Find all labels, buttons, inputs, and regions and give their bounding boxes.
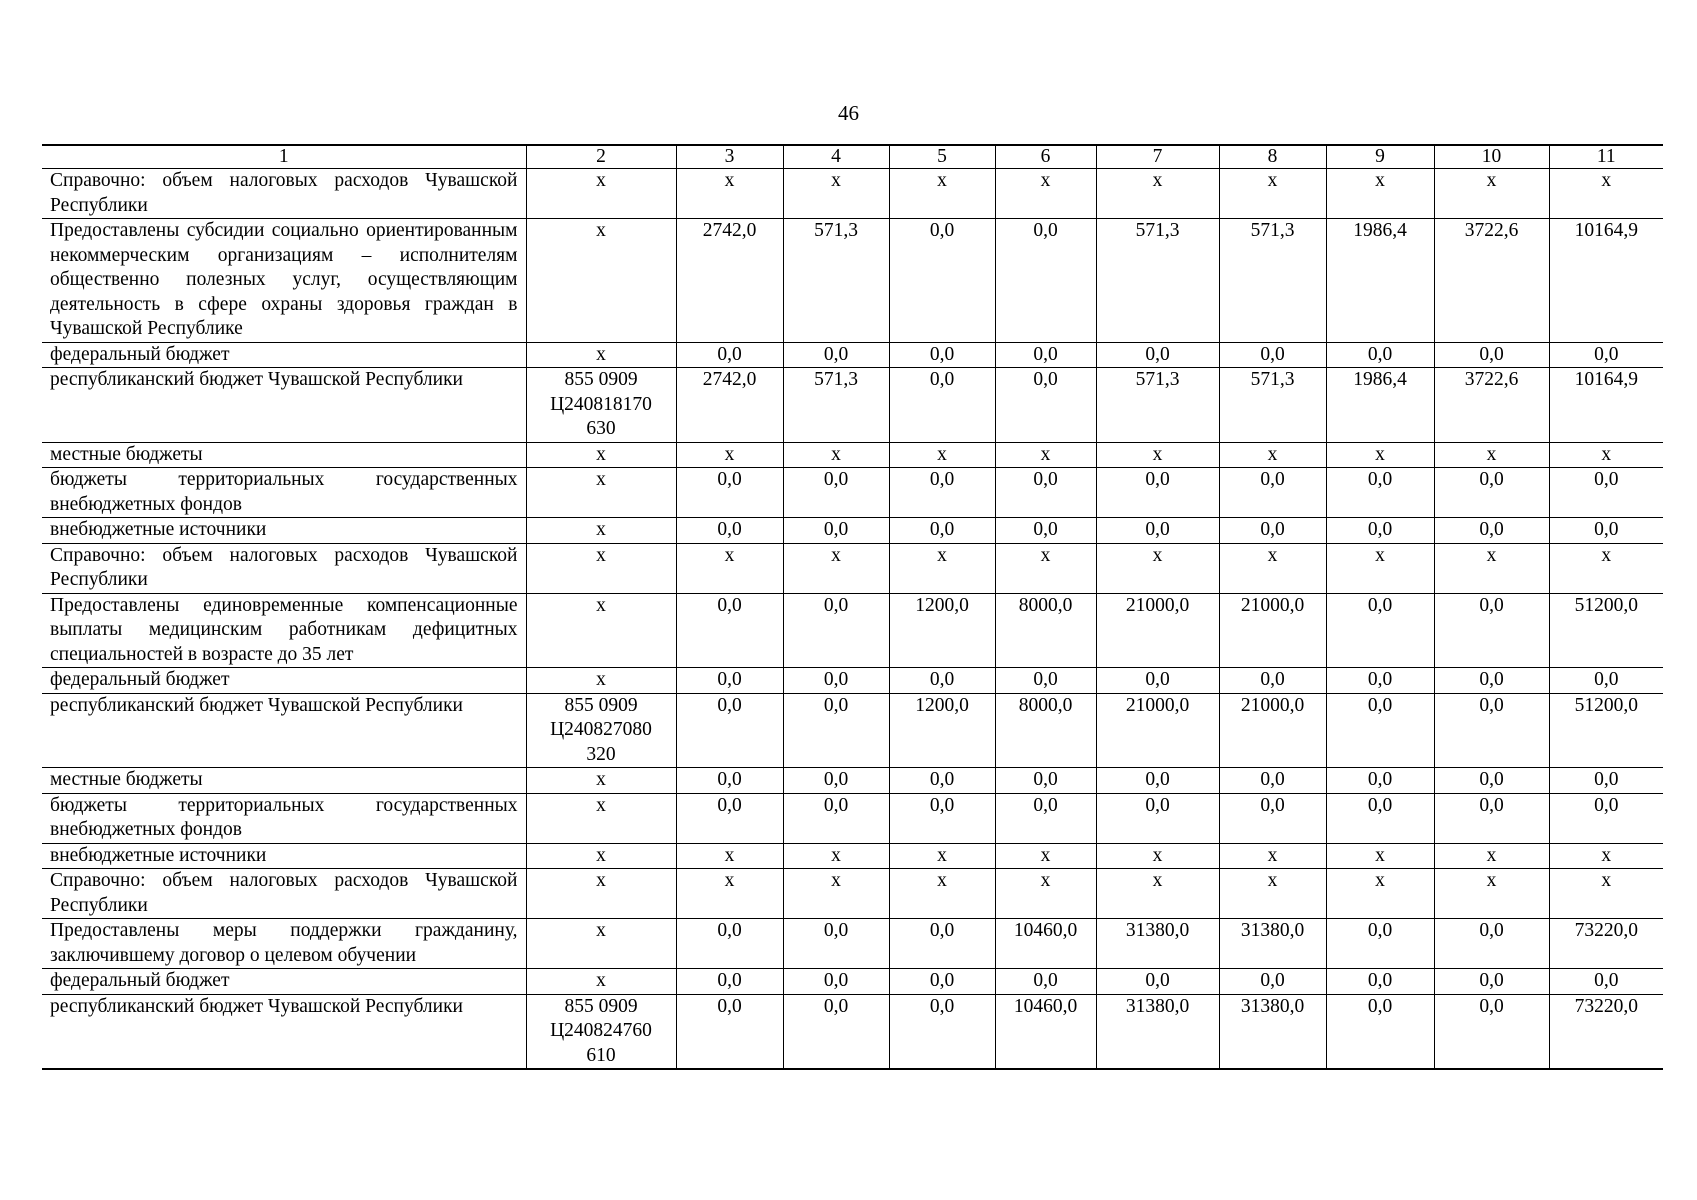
- budget-code: [526, 442, 676, 468]
- row-label: республиканский бюджет Чувашской Республики: [42, 368, 526, 443]
- value-cell: х: [676, 543, 783, 593]
- value-cell: 0,0: [1434, 969, 1549, 995]
- value-cell: 0,0: [1219, 342, 1326, 368]
- value-cell: 0,0: [783, 994, 889, 1069]
- value-cell: 0,0: [889, 668, 995, 694]
- budget-code-line: Ц240824760: [550, 1020, 652, 1041]
- budget-code: [526, 543, 676, 593]
- value-cell: 21000,0: [1096, 693, 1219, 768]
- value-cell: 0,0: [676, 768, 783, 794]
- value-cell: 1200,0: [889, 693, 995, 768]
- value-cell: 571,3: [783, 219, 889, 343]
- budget-code-line: х: [596, 769, 606, 790]
- budget-code: [526, 994, 676, 1069]
- table-row: [42, 169, 1663, 219]
- budget-code: [526, 668, 676, 694]
- value-cell: х: [676, 843, 783, 869]
- value-cell: 0,0: [1549, 793, 1663, 843]
- budget-code-line: х: [596, 544, 606, 566]
- value-cell: х: [783, 543, 889, 593]
- column-header: 11: [1549, 145, 1663, 169]
- row-label: федеральный бюджет: [42, 668, 526, 694]
- value-cell: 0,0: [995, 342, 1096, 368]
- row-label: Справочно: объем налоговых расходов Чувашской Республики: [42, 869, 526, 919]
- value-cell: 0,0: [783, 342, 889, 368]
- budget-code-line: 855 0909: [564, 995, 638, 1017]
- value-cell: 0,0: [995, 768, 1096, 794]
- value-cell: 0,0: [1219, 969, 1326, 995]
- budget-code-line: х: [596, 844, 606, 866]
- value-cell: 0,0: [1549, 969, 1663, 995]
- budget-code: [526, 969, 676, 995]
- value-cell: 1986,4: [1326, 368, 1434, 443]
- value-cell: х: [1326, 869, 1434, 919]
- value-cell: х: [1219, 442, 1326, 468]
- page-number: 46: [838, 101, 859, 125]
- value-cell: 0,0: [889, 468, 995, 518]
- table-row: [42, 543, 1663, 593]
- value-cell: 0,0: [995, 468, 1096, 518]
- value-cell: 0,0: [783, 793, 889, 843]
- value-cell: 10164,9: [1549, 368, 1663, 443]
- value-cell: 0,0: [1549, 468, 1663, 518]
- value-cell: 0,0: [1549, 668, 1663, 694]
- value-cell: 0,0: [1096, 793, 1219, 843]
- budget-code-line: х: [596, 970, 606, 991]
- value-cell: 0,0: [995, 668, 1096, 694]
- value-cell: 0,0: [1326, 994, 1434, 1069]
- value-cell: 0,0: [1434, 768, 1549, 794]
- table-row: [42, 593, 1663, 668]
- value-cell: 31380,0: [1219, 919, 1326, 969]
- row-label: внебюджетные источники: [42, 518, 526, 544]
- value-cell: 21000,0: [1219, 693, 1326, 768]
- column-header: 9: [1326, 145, 1434, 169]
- value-cell: 0,0: [1326, 342, 1434, 368]
- value-cell: х: [1326, 442, 1434, 468]
- value-cell: х: [1219, 543, 1326, 593]
- value-cell: 0,0: [889, 919, 995, 969]
- row-label: Справочно: объем налоговых расходов Чувашской Республики: [42, 543, 526, 593]
- value-cell: 0,0: [995, 969, 1096, 995]
- value-cell: 0,0: [676, 969, 783, 995]
- value-cell: 0,0: [995, 518, 1096, 544]
- value-cell: х: [783, 843, 889, 869]
- value-cell: 21000,0: [1096, 593, 1219, 668]
- budget-code-line: х: [596, 343, 606, 365]
- budget-code-line: Ц240818170: [550, 393, 652, 415]
- value-cell: х: [1219, 169, 1326, 219]
- row-label: внебюджетные источники: [42, 843, 526, 869]
- value-cell: х: [1219, 843, 1326, 869]
- budget-code-line: 855 0909: [564, 369, 638, 390]
- column-header: 4: [783, 145, 889, 169]
- value-cell: х: [995, 169, 1096, 219]
- row-label: Предоставлены субсидии социально ориентированным некоммерческим организациям – исполнителям общественно полезных услуг, осуществляющим деятельность в сфере охраны здоровья граждан в Чувашской Республике: [42, 219, 526, 343]
- budget-code: [526, 843, 676, 869]
- table-row: [42, 793, 1663, 843]
- value-cell: 0,0: [889, 793, 995, 843]
- value-cell: 0,0: [1096, 518, 1219, 544]
- value-cell: х: [676, 169, 783, 219]
- value-cell: 0,0: [1549, 342, 1663, 368]
- value-cell: х: [1434, 869, 1549, 919]
- budget-code-line: х: [596, 794, 606, 816]
- budget-code-line: х: [596, 920, 606, 941]
- value-cell: 0,0: [995, 219, 1096, 343]
- value-cell: х: [995, 543, 1096, 593]
- value-cell: 0,0: [1326, 969, 1434, 995]
- value-cell: х: [1434, 843, 1549, 869]
- budget-code: [526, 919, 676, 969]
- row-label: федеральный бюджет: [42, 342, 526, 368]
- value-cell: 0,0: [676, 593, 783, 668]
- value-cell: 1986,4: [1326, 219, 1434, 343]
- table-row: [42, 994, 1663, 1069]
- value-cell: 0,0: [889, 994, 995, 1069]
- value-cell: 0,0: [1219, 518, 1326, 544]
- value-cell: 0,0: [676, 668, 783, 694]
- value-cell: 0,0: [1326, 593, 1434, 668]
- budget-code-line: х: [596, 170, 606, 191]
- value-cell: 0,0: [1326, 919, 1434, 969]
- value-cell: 0,0: [676, 342, 783, 368]
- value-cell: х: [783, 869, 889, 919]
- value-cell: х: [783, 442, 889, 468]
- value-cell: 31380,0: [1096, 919, 1219, 969]
- value-cell: 0,0: [1326, 668, 1434, 694]
- budget-code: [526, 793, 676, 843]
- value-cell: х: [889, 843, 995, 869]
- budget-code: [526, 368, 676, 443]
- value-cell: х: [889, 869, 995, 919]
- budget-table: [42, 144, 1663, 1070]
- value-cell: 0,0: [1326, 468, 1434, 518]
- value-cell: х: [1549, 543, 1663, 593]
- table-row: [42, 442, 1663, 468]
- value-cell: 0,0: [783, 969, 889, 995]
- table-row: [42, 768, 1663, 794]
- value-cell: 571,3: [1219, 219, 1326, 343]
- value-cell: 0,0: [783, 518, 889, 544]
- value-cell: 0,0: [1434, 593, 1549, 668]
- value-cell: 21000,0: [1219, 593, 1326, 668]
- value-cell: 0,0: [889, 518, 995, 544]
- value-cell: 0,0: [1219, 768, 1326, 794]
- value-cell: х: [1096, 543, 1219, 593]
- value-cell: 0,0: [1219, 468, 1326, 518]
- budget-code-line: х: [596, 519, 606, 540]
- table-row: [42, 368, 1663, 443]
- value-cell: 0,0: [783, 919, 889, 969]
- value-cell: 0,0: [1434, 793, 1549, 843]
- value-cell: х: [1096, 442, 1219, 468]
- value-cell: х: [889, 442, 995, 468]
- value-cell: 0,0: [1096, 668, 1219, 694]
- value-cell: 0,0: [1434, 919, 1549, 969]
- value-cell: х: [1549, 442, 1663, 468]
- row-label: местные бюджеты: [42, 442, 526, 468]
- value-cell: х: [995, 843, 1096, 869]
- value-cell: 0,0: [783, 768, 889, 794]
- table-row: [42, 843, 1663, 869]
- row-label: бюджеты территориальных государственных внебюджетных фондов: [42, 468, 526, 518]
- value-cell: 0,0: [1326, 693, 1434, 768]
- value-cell: 0,0: [889, 219, 995, 343]
- budget-code-line: х: [596, 669, 606, 690]
- column-header: 3: [676, 145, 783, 169]
- value-cell: 2742,0: [676, 368, 783, 443]
- value-cell: х: [1434, 169, 1549, 219]
- budget-code: [526, 768, 676, 794]
- table-body: [42, 145, 1663, 1069]
- budget-code-line: х: [596, 594, 606, 616]
- value-cell: х: [1549, 843, 1663, 869]
- value-cell: 0,0: [783, 693, 889, 768]
- column-header: 10: [1434, 145, 1549, 169]
- value-cell: 0,0: [1096, 342, 1219, 368]
- value-cell: 571,3: [1096, 219, 1219, 343]
- value-cell: 0,0: [1096, 768, 1219, 794]
- budget-code-line: х: [596, 469, 606, 490]
- value-cell: 0,0: [1434, 468, 1549, 518]
- column-header: 8: [1219, 145, 1326, 169]
- value-cell: 0,0: [1434, 994, 1549, 1069]
- value-cell: 0,0: [676, 793, 783, 843]
- row-label: республиканский бюджет Чувашской Республики: [42, 693, 526, 768]
- table-row: [42, 919, 1663, 969]
- value-cell: 571,3: [1219, 368, 1326, 443]
- row-label: Справочно: объем налоговых расходов Чувашской Республики: [42, 169, 526, 219]
- value-cell: 73220,0: [1549, 919, 1663, 969]
- value-cell: 10460,0: [995, 919, 1096, 969]
- value-cell: 0,0: [1326, 793, 1434, 843]
- budget-code: [526, 219, 676, 343]
- value-cell: 10164,9: [1549, 219, 1663, 343]
- value-cell: х: [1096, 169, 1219, 219]
- value-cell: 10460,0: [995, 994, 1096, 1069]
- value-cell: х: [676, 869, 783, 919]
- table-row: [42, 468, 1663, 518]
- column-header: 2: [526, 145, 676, 169]
- value-cell: 0,0: [1326, 518, 1434, 544]
- row-label: Предоставлены меры поддержки гражданину, заключившему договор о целевом обучении: [42, 919, 526, 969]
- value-cell: 0,0: [1434, 668, 1549, 694]
- value-cell: х: [889, 543, 995, 593]
- value-cell: 51200,0: [1549, 593, 1663, 668]
- value-cell: х: [676, 442, 783, 468]
- header-row: [42, 145, 1663, 169]
- value-cell: 3722,6: [1434, 368, 1549, 443]
- value-cell: 0,0: [676, 919, 783, 969]
- budget-code: [526, 593, 676, 668]
- value-cell: 0,0: [889, 342, 995, 368]
- value-cell: х: [1219, 869, 1326, 919]
- value-cell: 0,0: [783, 468, 889, 518]
- value-cell: 0,0: [1434, 342, 1549, 368]
- value-cell: 0,0: [676, 518, 783, 544]
- value-cell: 2742,0: [676, 219, 783, 343]
- value-cell: х: [995, 869, 1096, 919]
- value-cell: х: [1434, 543, 1549, 593]
- value-cell: 0,0: [676, 994, 783, 1069]
- value-cell: 0,0: [1326, 768, 1434, 794]
- budget-code-line: Ц240827080: [550, 719, 652, 740]
- value-cell: 0,0: [995, 793, 1096, 843]
- value-cell: 0,0: [995, 368, 1096, 443]
- value-cell: 0,0: [676, 468, 783, 518]
- value-cell: 0,0: [1549, 518, 1663, 544]
- value-cell: х: [1326, 543, 1434, 593]
- value-cell: 8000,0: [995, 693, 1096, 768]
- value-cell: х: [889, 169, 995, 219]
- value-cell: х: [1326, 169, 1434, 219]
- value-cell: х: [783, 169, 889, 219]
- column-header: 6: [995, 145, 1096, 169]
- value-cell: 31380,0: [1096, 994, 1219, 1069]
- value-cell: 0,0: [1434, 518, 1549, 544]
- table-row: [42, 969, 1663, 995]
- column-header: 5: [889, 145, 995, 169]
- budget-code: [526, 468, 676, 518]
- value-cell: х: [1549, 869, 1663, 919]
- table-row: [42, 219, 1663, 343]
- row-label: бюджеты территориальных государственных внебюджетных фондов: [42, 793, 526, 843]
- value-cell: 51200,0: [1549, 693, 1663, 768]
- value-cell: 0,0: [889, 969, 995, 995]
- value-cell: 0,0: [1434, 693, 1549, 768]
- value-cell: х: [995, 442, 1096, 468]
- value-cell: 0,0: [783, 668, 889, 694]
- table-row: [42, 342, 1663, 368]
- value-cell: 0,0: [1219, 793, 1326, 843]
- budget-code-line: 320: [586, 743, 616, 765]
- value-cell: 0,0: [1096, 969, 1219, 995]
- value-cell: 0,0: [676, 693, 783, 768]
- value-cell: х: [1434, 442, 1549, 468]
- budget-code-line: 610: [586, 1044, 616, 1066]
- budget-code-line: х: [596, 870, 606, 891]
- value-cell: 8000,0: [995, 593, 1096, 668]
- value-cell: 571,3: [783, 368, 889, 443]
- value-cell: 0,0: [783, 593, 889, 668]
- value-cell: 1200,0: [889, 593, 995, 668]
- value-cell: 73220,0: [1549, 994, 1663, 1069]
- column-header: 7: [1096, 145, 1219, 169]
- budget-code-line: 855 0909: [564, 694, 638, 716]
- row-label: республиканский бюджет Чувашской Республики: [42, 994, 526, 1069]
- budget-code: [526, 693, 676, 768]
- value-cell: 3722,6: [1434, 219, 1549, 343]
- value-cell: х: [1549, 169, 1663, 219]
- value-cell: х: [1326, 843, 1434, 869]
- value-cell: 0,0: [889, 768, 995, 794]
- value-cell: 0,0: [889, 368, 995, 443]
- row-label: Предоставлены единовременные компенсационные выплаты медицинским работникам дефицитных специальностей в возрасте до 35 лет: [42, 593, 526, 668]
- budget-code-line: 630: [586, 418, 616, 439]
- row-label: местные бюджеты: [42, 768, 526, 794]
- budget-code: [526, 869, 676, 919]
- budget-code: [526, 342, 676, 368]
- table-row: [42, 668, 1663, 694]
- value-cell: х: [1096, 869, 1219, 919]
- value-cell: 0,0: [1219, 668, 1326, 694]
- table-row: [42, 518, 1663, 544]
- value-cell: 0,0: [1549, 768, 1663, 794]
- budget-code: [526, 518, 676, 544]
- budget-code: [526, 169, 676, 219]
- value-cell: 31380,0: [1219, 994, 1326, 1069]
- table-row: [42, 693, 1663, 768]
- value-cell: х: [1096, 843, 1219, 869]
- budget-code-line: х: [596, 443, 606, 465]
- value-cell: 571,3: [1096, 368, 1219, 443]
- row-label: федеральный бюджет: [42, 969, 526, 995]
- budget-code-line: х: [596, 220, 606, 241]
- column-header: 1: [42, 145, 526, 169]
- value-cell: 0,0: [1096, 468, 1219, 518]
- table-row: [42, 869, 1663, 919]
